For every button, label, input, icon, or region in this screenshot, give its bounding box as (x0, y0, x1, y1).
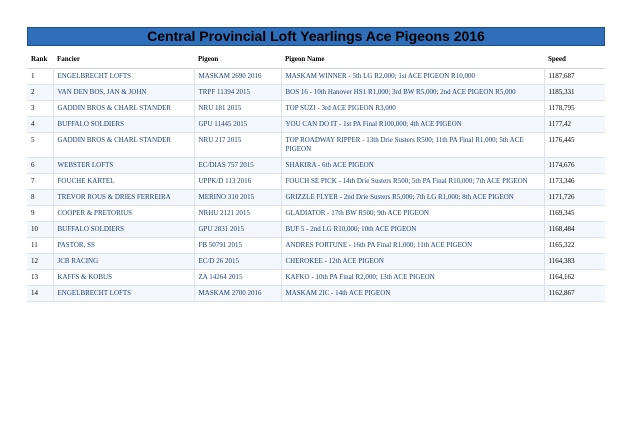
table-row (27, 238, 605, 254)
cell-pigeon-name: YOU CAN DO IT - 1st PA Final R100,000; 4th ACE PIGEON (281, 117, 544, 133)
cell-pigeon-name: BOS 16 - 10th Hanover HS1 R1,000; 3rd BW R5,000; 2nd ACE PIGEON R5,000 (281, 85, 544, 101)
table-row (27, 254, 605, 270)
cell-pigeon: MASKAM 2700 2016 (194, 286, 281, 302)
column-header-fancier: Fancier (53, 49, 194, 69)
table-header-row (27, 49, 605, 69)
cell-speed: 1178,795 (544, 101, 605, 117)
results-table (27, 49, 605, 302)
cell-pigeon: GPU 2831 2015 (194, 222, 281, 238)
cell-pigeon-name: CHEROKEE - 12th ACE PIGEON (281, 254, 544, 270)
cell-fancier: BUFFALO SOLDIERS (53, 222, 194, 238)
cell-fancier: WEBSTER LOFTS (53, 158, 194, 174)
cell-pigeon-name: GRIZZLE FLYER - 2nd Drie Susters R5,000; 7th LG R1,000; 8th ACE PIGEON (281, 190, 544, 206)
cell-speed: 1165,322 (544, 238, 605, 254)
cell-fancier: VAN DEN BOS, JAN & JOHN (53, 85, 194, 101)
table-row (27, 133, 605, 158)
cell-speed: 1187,687 (544, 69, 605, 85)
cell-pigeon-name: BUF 5 - 2nd LG R10,000; 10th ACE PIGEON (281, 222, 544, 238)
cell-pigeon: EC/D 26 2015 (194, 254, 281, 270)
cell-rank: 3 (27, 101, 53, 117)
table-body (27, 69, 605, 302)
cell-rank: 7 (27, 174, 53, 190)
cell-pigeon: ZA 14264 2015 (194, 270, 281, 286)
cell-fancier: PASTOR, SS (53, 238, 194, 254)
cell-pigeon-name: MASKAM 2IC - 14th ACE PIGEON (281, 286, 544, 302)
cell-fancier: GADDIN BROS & CHARL STANDER (53, 133, 194, 158)
cell-pigeon-name: FOUCH SE PICK - 14th Drie Susters R500; 5th PA Final R10,000; 7th ACE PIGEON (281, 174, 544, 190)
cell-pigeon: TRPF 11394 2015 (194, 85, 281, 101)
cell-fancier: KAFFS & KOBUS (53, 270, 194, 286)
cell-fancier: ENGELBRECHT LOFTS (53, 286, 194, 302)
cell-fancier: ENGELBRECHT LOFTS (53, 69, 194, 85)
cell-pigeon-name: TOP SUZI - 3rd ACE PIGEON R3,000 (281, 101, 544, 117)
cell-speed: 1168,484 (544, 222, 605, 238)
cell-rank: 10 (27, 222, 53, 238)
cell-speed: 1176,445 (544, 133, 605, 158)
cell-speed: 1164,162 (544, 270, 605, 286)
table-row (27, 158, 605, 174)
cell-rank: 12 (27, 254, 53, 270)
column-header-speed: Speed (544, 49, 605, 69)
table-row (27, 190, 605, 206)
cell-pigeon-name: MASKAM WINNER - 5th LG R2,000; 1st ACE PIGEON R10,000 (281, 69, 544, 85)
cell-pigeon: MASKAM 2690 2016 (194, 69, 281, 85)
cell-rank: 1 (27, 69, 53, 85)
cell-rank: 2 (27, 85, 53, 101)
cell-pigeon: FB 50791 2015 (194, 238, 281, 254)
table-row (27, 69, 605, 85)
cell-rank: 14 (27, 286, 53, 302)
table-row (27, 174, 605, 190)
document-title: Central Provincial Loft Yearlings Ace Pigeons 2016 (27, 27, 605, 46)
cell-rank: 8 (27, 190, 53, 206)
column-header-pigeon: Pigeon (194, 49, 281, 69)
cell-rank: 4 (27, 117, 53, 133)
table-row (27, 286, 605, 302)
cell-pigeon-name: GLADIATOR - 17th BW R500; 9th ACE PIGEON (281, 206, 544, 222)
cell-pigeon: NRU 181 2015 (194, 101, 281, 117)
cell-fancier: TREVOR ROUS & DRIES FERREIRA (53, 190, 194, 206)
cell-pigeon-name: TOP ROADWAY RIPPER - 13th Drie Susters R500; 11th PA Final R1,000; 5th ACE PIGEON (281, 133, 544, 158)
table-row (27, 101, 605, 117)
cell-pigeon: UPPK/D 113 2016 (194, 174, 281, 190)
cell-speed: 1177,42 (544, 117, 605, 133)
cell-pigeon-name: KAFKO - 10th PA Final R2,000; 13th ACE PIGEON (281, 270, 544, 286)
cell-pigeon: GPU 11445 2015 (194, 117, 281, 133)
cell-fancier: FOUCHE KARTEL (53, 174, 194, 190)
table-row (27, 85, 605, 101)
cell-speed: 1185,331 (544, 85, 605, 101)
cell-rank: 9 (27, 206, 53, 222)
table-row (27, 222, 605, 238)
table-row (27, 206, 605, 222)
column-header-pigeon-name: Pigeon Name (281, 49, 544, 69)
table-row (27, 270, 605, 286)
cell-fancier: GADDIN BROS & CHARL STANDER (53, 101, 194, 117)
cell-pigeon: MERINO 310 2015 (194, 190, 281, 206)
cell-pigeon: NRU 217 2015 (194, 133, 281, 158)
cell-speed: 1171,726 (544, 190, 605, 206)
cell-speed: 1174,676 (544, 158, 605, 174)
cell-speed: 1164,383 (544, 254, 605, 270)
cell-speed: 1169,345 (544, 206, 605, 222)
cell-pigeon: NRHU 2121 2015 (194, 206, 281, 222)
cell-speed: 1173,346 (544, 174, 605, 190)
cell-pigeon-name: SHAKIRA - 6th ACE PIGEON (281, 158, 544, 174)
cell-rank: 13 (27, 270, 53, 286)
cell-fancier: JCB RACING (53, 254, 194, 270)
cell-pigeon-name: ANDRES FORTUNE - 16th PA Final R1,000; 11th ACE PIGEON (281, 238, 544, 254)
cell-pigeon: EC/DIAS 757 2015 (194, 158, 281, 174)
results-document (27, 27, 605, 302)
table-row (27, 117, 605, 133)
cell-rank: 11 (27, 238, 53, 254)
column-header-rank: Rank (27, 49, 53, 69)
cell-rank: 5 (27, 133, 53, 158)
cell-rank: 6 (27, 158, 53, 174)
cell-speed: 1162,867 (544, 286, 605, 302)
cell-fancier: BUFFALO SOLDIERS (53, 117, 194, 133)
cell-fancier: COOPER & PRETORIUS (53, 206, 194, 222)
